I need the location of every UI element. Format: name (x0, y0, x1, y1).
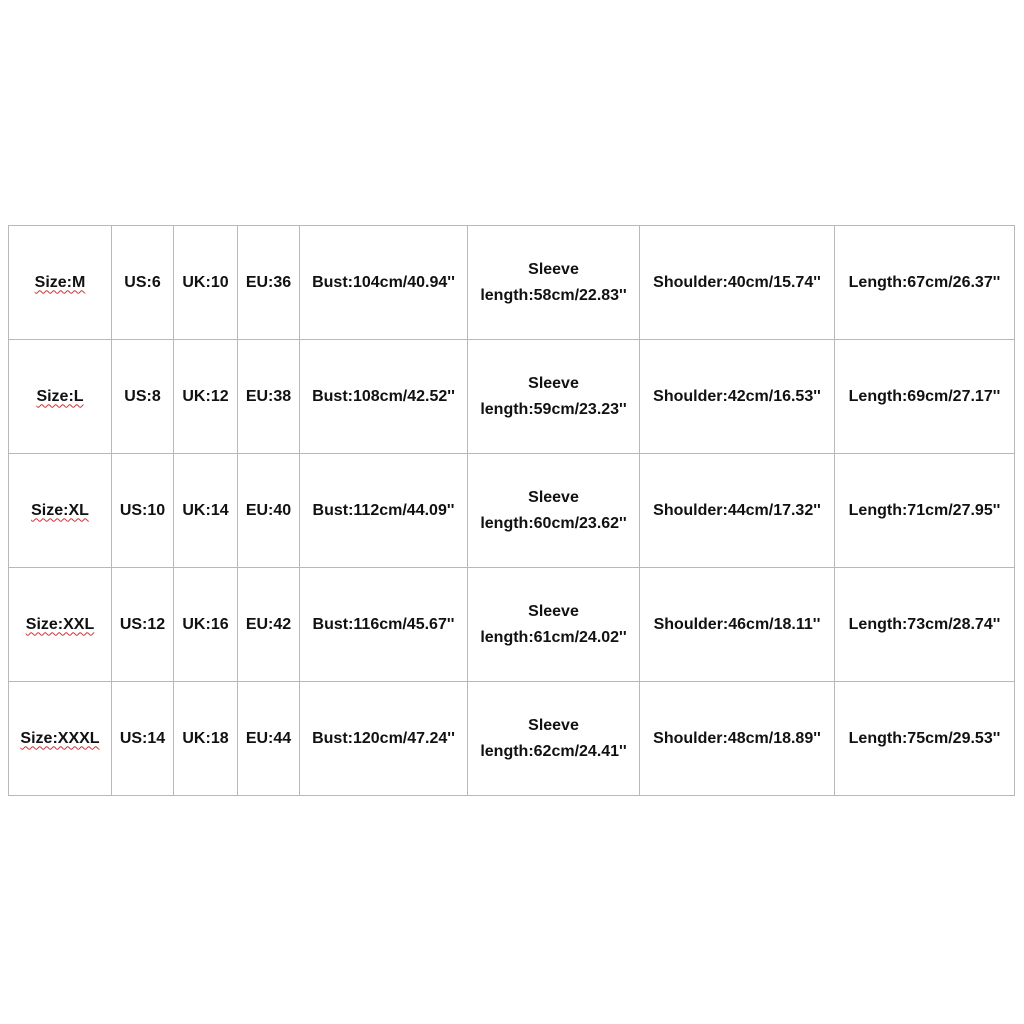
us-size-cell: US:14 (112, 682, 174, 796)
size-cell (9, 454, 112, 568)
size-label: Size:XXL (25, 615, 95, 633)
size-chart-table (8, 225, 1015, 796)
table-row (9, 454, 1015, 568)
bust-cell: Bust:108cm/42.52'' (300, 340, 468, 454)
shoulder-cell: Shoulder:48cm/18.89'' (640, 682, 835, 796)
size-chart-body (9, 226, 1015, 796)
sleeve-label: Sleeve (528, 260, 579, 278)
eu-size-cell: EU:38 (238, 340, 300, 454)
eu-size-cell: EU:44 (238, 682, 300, 796)
eu-size-cell: EU:36 (238, 226, 300, 340)
sleeve-label: Sleeve (528, 374, 579, 392)
sleeve-length-value: length:58cm/22.83'' (480, 286, 627, 304)
shoulder-cell: Shoulder:42cm/16.53'' (640, 340, 835, 454)
size-label: Size:L (36, 387, 84, 405)
size-label: Size:XL (31, 501, 89, 519)
bust-cell: Bust:120cm/47.24'' (300, 682, 468, 796)
table-row (9, 340, 1015, 454)
sleeve-cell (468, 340, 640, 454)
sleeve-length-value: length:59cm/23.23'' (480, 400, 627, 418)
us-size-cell: US:12 (112, 568, 174, 682)
length-cell: Length:73cm/28.74'' (835, 568, 1015, 682)
sleeve-cell (468, 568, 640, 682)
sleeve-length-value: length:62cm/24.41'' (480, 742, 627, 760)
bust-cell: Bust:104cm/40.94'' (300, 226, 468, 340)
size-cell (9, 568, 112, 682)
sleeve-cell (468, 682, 640, 796)
table-row (9, 682, 1015, 796)
sleeve-length-value: length:60cm/23.62'' (480, 514, 627, 532)
sleeve-length-value: length:61cm/24.02'' (480, 628, 627, 646)
uk-size-cell: UK:12 (174, 340, 238, 454)
uk-size-cell: UK:14 (174, 454, 238, 568)
size-label: Size:M (34, 273, 86, 291)
eu-size-cell: EU:42 (238, 568, 300, 682)
shoulder-cell: Shoulder:44cm/17.32'' (640, 454, 835, 568)
us-size-cell: US:8 (112, 340, 174, 454)
sleeve-label: Sleeve (528, 602, 579, 620)
bust-cell: Bust:116cm/45.67'' (300, 568, 468, 682)
bust-cell: Bust:112cm/44.09'' (300, 454, 468, 568)
table-row (9, 226, 1015, 340)
uk-size-cell: UK:16 (174, 568, 238, 682)
size-label: Size:XXXL (20, 729, 100, 747)
uk-size-cell: UK:10 (174, 226, 238, 340)
sleeve-cell (468, 454, 640, 568)
us-size-cell: US:6 (112, 226, 174, 340)
shoulder-cell: Shoulder:46cm/18.11'' (640, 568, 835, 682)
uk-size-cell: UK:18 (174, 682, 238, 796)
size-cell (9, 340, 112, 454)
sleeve-cell (468, 226, 640, 340)
sleeve-label: Sleeve (528, 716, 579, 734)
shoulder-cell: Shoulder:40cm/15.74'' (640, 226, 835, 340)
length-cell: Length:67cm/26.37'' (835, 226, 1015, 340)
length-cell: Length:69cm/27.17'' (835, 340, 1015, 454)
size-cell (9, 226, 112, 340)
us-size-cell: US:10 (112, 454, 174, 568)
table-row (9, 568, 1015, 682)
length-cell: Length:75cm/29.53'' (835, 682, 1015, 796)
length-cell: Length:71cm/27.95'' (835, 454, 1015, 568)
eu-size-cell: EU:40 (238, 454, 300, 568)
sleeve-label: Sleeve (528, 488, 579, 506)
size-cell (9, 682, 112, 796)
